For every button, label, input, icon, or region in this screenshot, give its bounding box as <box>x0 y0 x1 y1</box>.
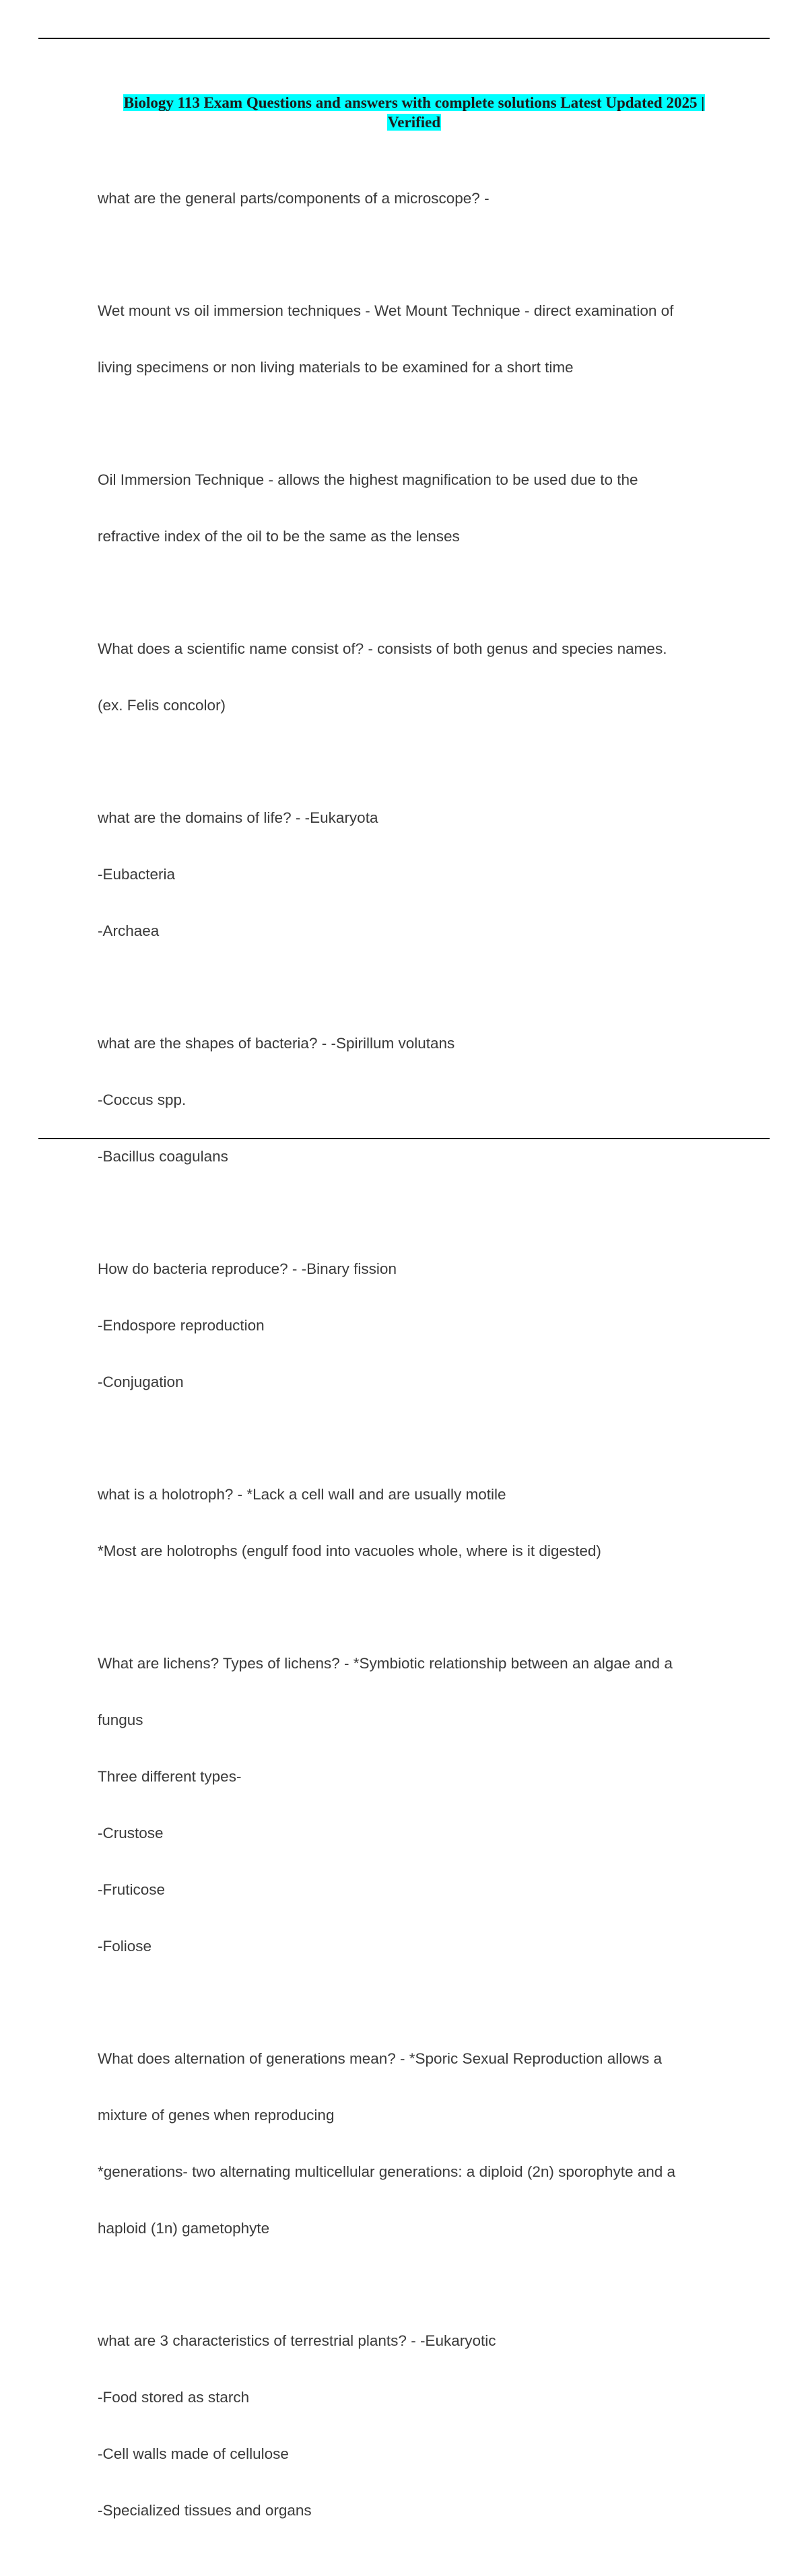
qa-line: fungus <box>98 1711 143 1728</box>
qa-line: How do bacteria reproduce? - -Binary fission <box>98 1260 397 1277</box>
qa-entry <box>98 2294 731 2558</box>
qa-line: Wet mount vs oil immersion techniques - Wet Mount Technique - direct examination of <box>98 302 674 319</box>
document-title <box>98 93 731 132</box>
qa-line: -Coccus spp. <box>98 1091 187 1108</box>
qa-line: -Crustose <box>98 1825 164 1841</box>
qa-line: living specimens or non living materials to be examined for a short time <box>98 359 574 376</box>
qa-line: what are the general parts/components of a microscope? - <box>98 190 490 207</box>
qa-line: -Food stored as starch <box>98 2389 250 2406</box>
qa-line: -Archaea <box>98 922 160 939</box>
qa-entry <box>98 996 731 1204</box>
qa-entry <box>98 602 731 753</box>
qa-line: -Bacillus coagulans <box>98 1148 228 1165</box>
qa-line: What does alternation of generations mean? - *Sporic Sexual Reproduction allows a <box>98 2050 662 2067</box>
qa-line: -Conjugation <box>98 1374 184 1390</box>
qa-entry <box>98 1222 731 1429</box>
qa-line: What does a scientific name consist of? - consists of both genus and species names. <box>98 640 667 657</box>
qa-line: What are lichens? Types of lichens? - *Symbiotic relationship between an algae and a <box>98 1655 673 1672</box>
qa-line: what are the shapes of bacteria? - -Spirillum volutans <box>98 1035 455 1052</box>
qa-list <box>98 151 731 2576</box>
qa-line: -Foliose <box>98 1938 152 1955</box>
qa-line: what is a holotroph? - *Lack a cell wall and are usually motile <box>98 1486 506 1503</box>
qa-line: what are the domains of life? - -Eukaryota <box>98 809 378 826</box>
qa-line: -Specialized tissues and organs <box>98 2502 312 2519</box>
qa-entry <box>98 433 731 584</box>
qa-line: -Endospore reproduction <box>98 1317 265 1334</box>
qa-line: (ex. Felis concolor) <box>98 697 226 714</box>
qa-line: Oil Immersion Technique - allows the highest magnification to be used due to the <box>98 471 638 488</box>
qa-line: *generations- two alternating multicellular generations: a diploid (2n) sporophyte and a <box>98 2163 676 2180</box>
qa-line: -Fruticose <box>98 1881 166 1898</box>
qa-line: what are 3 characteristics of terrestrial plants? - -Eukaryotic <box>98 2332 496 2349</box>
qa-line: *Most are holotrophs (engulf food into vacuoles whole, where is it digested) <box>98 1543 601 1559</box>
qa-line: Three different types- <box>98 1768 242 1785</box>
qa-entry <box>98 771 731 978</box>
qa-line: -Cell walls made of cellulose <box>98 2445 289 2462</box>
qa-line: -Eubacteria <box>98 866 176 883</box>
title-line-1: Biology 113 Exam Questions and answers with complete solutions Latest Updated 2025 | <box>123 94 705 111</box>
qa-entry <box>98 2012 731 2276</box>
qa-line: mixture of genes when reproducing <box>98 2107 335 2124</box>
qa-entry <box>98 1448 731 1598</box>
qa-entry <box>98 151 731 246</box>
title-line-2: Verified <box>387 114 441 131</box>
qa-line: haploid (1n) gametophyte <box>98 2220 270 2237</box>
qa-line: refractive index of the oil to be the same as the lenses <box>98 528 460 545</box>
qa-entry <box>98 264 731 415</box>
footer-rule <box>38 1138 770 1139</box>
header-rule <box>38 38 770 39</box>
qa-entry <box>98 1617 731 1994</box>
